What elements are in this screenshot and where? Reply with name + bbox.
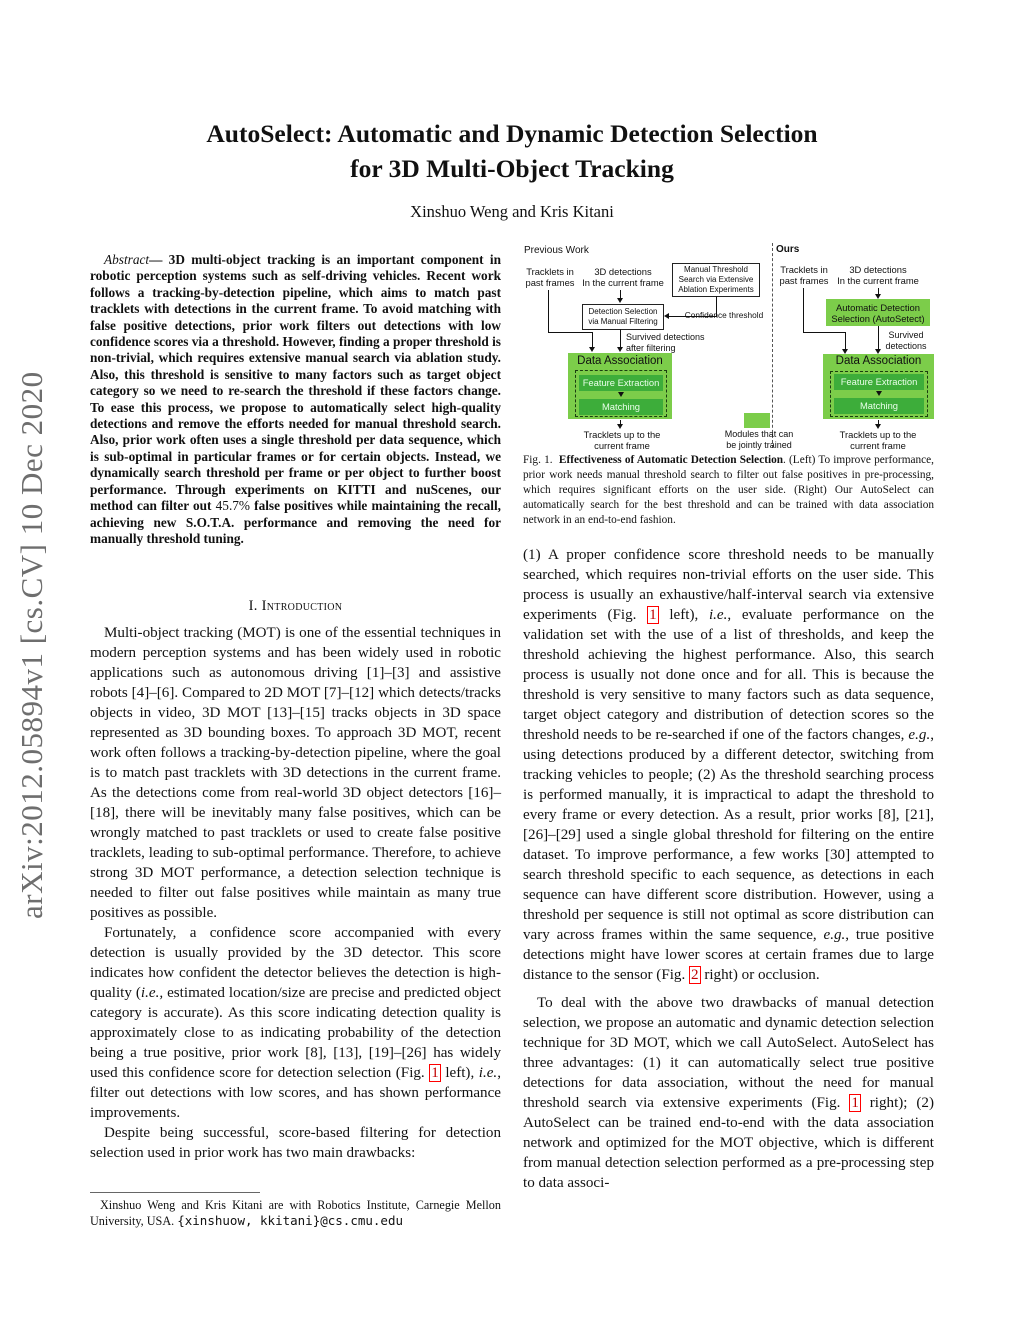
title-line-2: for 3D Multi-Object Tracking bbox=[350, 154, 674, 183]
ours-tracklets-past-line-2: past frames bbox=[779, 275, 829, 286]
arrow-left bbox=[664, 313, 669, 319]
caption-title: Effectiveness of Automatic Detection Selection bbox=[558, 454, 784, 466]
confidence-threshold-label: Confidence threshold bbox=[684, 310, 764, 320]
figure-1 bbox=[520, 243, 940, 453]
arrow-down bbox=[617, 347, 623, 352]
ours-data-association-label: Data Association bbox=[835, 355, 922, 367]
left-column-body bbox=[90, 623, 501, 1163]
right-p1-text-f: right) or occlusion. bbox=[700, 967, 820, 983]
section-name: Introduction bbox=[261, 598, 343, 614]
right-p1-text-d: , using detections produced by a different detector, switching from tracking vehicles to people; (2) As the threshold searching process is performed manually, it is impractical to adapt the threshold to every frame or every detection. As a result, prior works [8], [21], [26]–[29] used a single global threshold for filtering on the entire dataset. To improve performance, a few works [30] attempted to search threshold specific to each sequence, as detections in each sequence can have different score distribution. However, using a threshold per sequence is still not optimal as score distribution can vary across frames within the same sequence, bbox=[523, 727, 934, 943]
legend-swatch bbox=[744, 413, 770, 428]
figure-ref-link[interactable]: 1 bbox=[649, 607, 657, 623]
ours-tracklets-past-line-1: Tracklets in bbox=[780, 264, 828, 275]
title-line-1: AutoSelect: Automatic and Dynamic Detection Selection bbox=[206, 119, 818, 148]
figure-divider bbox=[772, 243, 773, 448]
tracklets-past-line-1: Tracklets in bbox=[526, 266, 574, 277]
right-p1-ie: i.e. bbox=[708, 607, 728, 623]
detections-line-1: 3D detections bbox=[594, 266, 652, 277]
section-number: I. bbox=[248, 598, 262, 614]
intro-p2-text-d: , filter out detections with low scores, and has shown performance improvements. bbox=[90, 1065, 501, 1121]
manual-threshold-line-1: Manual Threshold bbox=[684, 265, 748, 274]
label-previous-work: Previous Work bbox=[524, 245, 589, 256]
arrow-down bbox=[876, 391, 882, 396]
connector bbox=[548, 332, 592, 333]
legend-line-2: be jointly trained bbox=[726, 440, 792, 450]
intro-p2-ie: i.e., bbox=[140, 985, 164, 1001]
data-association-label: Data Association bbox=[577, 355, 663, 367]
right-p1-text-c: , evaluate performance on the validation set with the use of a list of thresholds, and keep the threshold achieving the highest performance. Also, this search process is usually not done once and for all. This is because the threshold is very sensitive to many factors such as data sequence, target object category and distribution of detection scores so the threshold needs to be re-searched if one of the factors changes, bbox=[523, 607, 934, 743]
matching-block: Matching bbox=[579, 399, 663, 415]
ours-survived-line-1: Survived bbox=[888, 330, 924, 340]
tracklets-up-line-2: current frame bbox=[594, 440, 650, 451]
manual-threshold-box bbox=[672, 263, 760, 297]
figure-ref-link[interactable]: 1 bbox=[851, 1095, 859, 1111]
detection-selection-box bbox=[582, 304, 664, 330]
ours-feature-extraction-block: Feature Extraction bbox=[834, 374, 924, 390]
ours-survived-label bbox=[882, 330, 930, 352]
ours-tracklets-up-line-2: current frame bbox=[850, 440, 906, 451]
feature-extraction-block: Feature Extraction bbox=[579, 375, 663, 391]
paper-title bbox=[150, 116, 874, 186]
intro-p2-text-b: estimated location/size are precise and predicted object category is accurate). As this score indicating detection quality is approximately close to as indicating probability of the detection being a true positive, prior work [8], [13], [19]–[26] has widely used this confidence score for detection selection (Fig. bbox=[90, 985, 501, 1081]
connector bbox=[803, 288, 804, 332]
label-ours: Ours bbox=[776, 244, 800, 255]
intro-p2-text-a: Fortunately, a confidence score accompanied with every detection is usually provided by the 3D detector. This score indicates how confident the detector believes the detection is high-quality ( bbox=[90, 925, 501, 1001]
tracklets-past-label bbox=[522, 266, 578, 288]
arxiv-identifier: arXiv:2012.05894v1 [cs.CV] 10 Dec 2020 bbox=[14, 371, 49, 919]
manual-threshold-line-3: Ablation Experiments bbox=[678, 285, 754, 294]
abstract-label: Abstract bbox=[104, 252, 150, 267]
detections-label bbox=[578, 266, 668, 288]
ours-detections-line-2: In the current frame bbox=[837, 275, 919, 286]
survived-line-1: Survived detections bbox=[626, 332, 705, 342]
right-column-body bbox=[523, 545, 934, 1193]
intro-p2-ie-2: i.e. bbox=[478, 1065, 498, 1081]
tracklets-up-label bbox=[568, 429, 676, 451]
survived-line-2: after filtering bbox=[626, 343, 676, 353]
abstract-value: 45.7% bbox=[215, 498, 250, 514]
ours-detections-label bbox=[833, 264, 923, 286]
connector bbox=[620, 329, 621, 349]
caption-text: . (Left) To improve performance, prior work needs manual threshold search to filter out false positives in pre-processing, which requires significant efforts on the user side. (Right) Our AutoSelect can automatically search for the best threshold and can be trained with data association network in an end-to-end fashion. bbox=[523, 454, 935, 526]
intro-paragraph-1: Multi-object tracking (MOT) is one of the essential techniques in modern perception systems and has been widely used in robotic applications such as autonomous driving [1]–[3] and assistive robots [4]–[6]. Compared to 2D MOT [7]–[12] which detects/tracks objects in video, 3D MOT [13]–[15] tracks objects in 3D space represented as 3D bounding boxes. To approach 3D MOT, recent work often follows a tracking-by-detection pipeline, where the goal is to match past tracklets with 3D detections in the current frame. As the detections come from real-world 3D object detectors [16]–[18], there will be inevitably many false positives, which can be wrongly matched to past tracklets or used to create false positive tracklets, leading to sub-optimal performance. Therefore, to achieve strong 3D MOT performance, a detection selection technique is needed to filter out false positives while maintain as many true positives as possible. bbox=[90, 625, 501, 921]
right-p1-eg: e.g. bbox=[908, 727, 931, 743]
ours-survived-line-2: detections bbox=[885, 341, 927, 351]
arrow-down bbox=[617, 298, 623, 303]
footnote-rule bbox=[90, 1192, 260, 1193]
arrow-down bbox=[589, 347, 595, 352]
autoselect-line-2: Selection (AutoSetect) bbox=[831, 313, 925, 324]
right-p2-text-b: right); (2) AutoSelect can be trained end-to-end with the data association network and optimized for the MOT objective, which is different from manual detection selection performed as a pre-processing step to data associ- bbox=[523, 1095, 935, 1191]
ours-detections-line-1: 3D detections bbox=[849, 264, 907, 275]
authors: Xinshuo Weng and Kris Kitani bbox=[410, 202, 614, 221]
manual-threshold-line-2: Search via Extensive bbox=[678, 275, 754, 284]
right-p1-eg-2: e.g. bbox=[823, 927, 846, 943]
tracklets-past-line-2: past frames bbox=[525, 277, 575, 288]
autoselect-label bbox=[826, 302, 930, 324]
ours-tracklets-past-label bbox=[776, 264, 832, 286]
tracklets-up-line-1: Tracklets up to the bbox=[583, 429, 661, 440]
detection-selection-line-2: via Manual Filtering bbox=[588, 317, 658, 326]
abstract bbox=[90, 252, 501, 547]
section-heading-introduction bbox=[90, 598, 501, 615]
footnote bbox=[90, 1197, 501, 1229]
right-p1-text-e: , true positive detections might have lower scores at certain frames due to large distance to the sensor (Fig. bbox=[523, 927, 934, 983]
right-p1-text-a: (1) A proper confidence score threshold needs to be manually searched, which requires non-trivial efforts on the user side. This process is usually an exhaustive/half-interval search via extensive experiments (Fig. bbox=[523, 547, 934, 623]
abstract-text-2: false positives while maintaining the recall, achieving new S.O.T.A. performance and removing the need for manually threshold tuning. bbox=[90, 498, 502, 546]
ours-tracklets-up-label bbox=[824, 429, 932, 451]
intro-p2-text-c: left), bbox=[440, 1065, 479, 1081]
footnote-email: {xinshuow, kkitani}@cs.cmu.edu bbox=[177, 1213, 404, 1228]
ours-matching-block: Matching bbox=[834, 398, 924, 414]
detection-selection-line-1: Detection Selection bbox=[588, 307, 658, 316]
figure-ref-link[interactable]: 2 bbox=[691, 967, 699, 983]
connector bbox=[803, 332, 845, 333]
ours-tracklets-up-line-1: Tracklets up to the bbox=[839, 429, 917, 440]
right-p2-text-a: To deal with the above two drawbacks of manual detection selection, we propose an automatic and dynamic detection selection technique for 3D MOT, which we call AutoSelect. AutoSelect has three advantages: (1) it can automatically select true positive detections for data association, without the need for manual threshold search via extensive experiments (Fig. bbox=[523, 995, 934, 1111]
figure-caption bbox=[523, 453, 934, 528]
autoselect-line-1: Automatic Detection bbox=[836, 302, 920, 313]
figure-ref-link[interactable]: 1 bbox=[431, 1065, 439, 1081]
footnote-text: Xinshuo Weng and Kris Kitani are with Robotics Institute, Carnegie Mellon University, USA. bbox=[90, 1198, 501, 1228]
abstract-dash: — bbox=[149, 252, 163, 267]
intro-paragraph-2 bbox=[90, 923, 501, 1123]
legend-line-1: Modules that can bbox=[724, 429, 794, 439]
detections-line-2: In the current frame bbox=[582, 277, 664, 288]
right-paragraph-1 bbox=[523, 545, 934, 985]
caption-label: Fig. 1. bbox=[523, 454, 553, 466]
right-p1-text-b: left), bbox=[658, 607, 709, 623]
intro-paragraph-3: Despite being successful, score-based filtering for detection selection used in prior work has two main drawbacks: bbox=[90, 1125, 501, 1161]
abstract-text-1: 3D multi-object tracking is an important component in robotic perception systems such as self-driving vehicles. Recent work follows a tracking-by-detection pipeline, which aims to match past tracklets with detections in the current frame. To avoid matching with false positive detections, prior work filters out detections with low confidence scores via a threshold. However, finding a proper threshold is non-trivial, which requires extensive manual search via ablation study. Also, this threshold is sensitive to many factors such as target object category so we need to re-search the threshold if these factors change. To ease this process, we propose to automatically select high-quality detections and remove the efforts needed for manual threshold search. Also, prior work often uses a single threshold per data sequence, which is sub-optimal in particular frames or for certain objects. Instead, we dynamically search threshold per frame or per object to further boost performance. Through experiments on KITTI and nuScenes, our method can filter out bbox=[90, 252, 501, 514]
right-paragraph-2 bbox=[523, 993, 934, 1193]
legend-label bbox=[712, 429, 806, 451]
arrow-down bbox=[618, 392, 624, 397]
connector bbox=[548, 290, 549, 332]
survived-label bbox=[626, 332, 705, 354]
